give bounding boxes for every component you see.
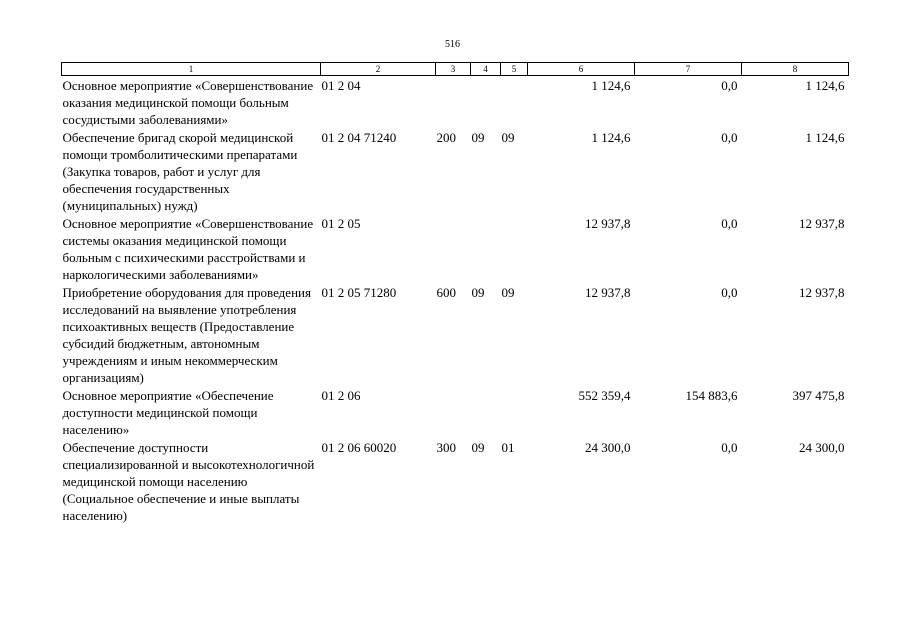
row-c8: 1 124,6 — [805, 130, 845, 145]
header-col-3: 3 — [436, 63, 471, 76]
row-c4 — [471, 214, 501, 283]
header-col-5: 5 — [501, 63, 528, 76]
row-c7: 0,0 — [721, 78, 738, 93]
row-c6: 552 359,4 — [578, 388, 631, 403]
row-c5 — [501, 386, 528, 438]
table-row — [62, 386, 849, 438]
row-c4 — [471, 76, 501, 129]
header-col-4: 4 — [471, 63, 501, 76]
table-row — [62, 128, 849, 214]
row-c7: 0,0 — [721, 216, 738, 231]
table-row — [62, 76, 849, 129]
row-c7: 0,0 — [721, 440, 738, 455]
row-name: Приобретение оборудования для проведения исследований на выявление употребления психоактивных веществ (Предоставление субсидий бюджетным, автономным учреждениям и иным некоммерческим организациям) — [62, 285, 311, 385]
row-c3: 300 — [436, 440, 456, 455]
header-col-7: 7 — [635, 63, 742, 76]
row-c6: 1 124,6 — [591, 78, 631, 93]
row-c8: 12 937,8 — [799, 216, 845, 231]
table-row — [62, 283, 849, 386]
header-col-6: 6 — [528, 63, 635, 76]
row-c4: 09 — [471, 440, 485, 455]
row-c7: 0,0 — [721, 130, 738, 145]
row-c6: 1 124,6 — [591, 130, 631, 145]
row-c7: 0,0 — [721, 285, 738, 300]
row-c5: 09 — [501, 130, 515, 145]
row-c3 — [436, 214, 471, 283]
row-c8: 397 475,8 — [792, 388, 845, 403]
row-c8: 1 124,6 — [805, 78, 845, 93]
row-c4 — [471, 386, 501, 438]
table-row — [62, 214, 849, 283]
row-c3 — [436, 386, 471, 438]
row-c5: 01 — [501, 440, 515, 455]
row-name: Обеспечение бригад скорой медицинской помощи тромболитическими препаратами (Закупка товаров, работ и услуг для обеспечения государственных (муниципальных) нужд) — [62, 130, 298, 213]
row-code: 01 2 05 71280 — [321, 285, 397, 300]
row-name: Основное мероприятие «Обеспечение доступности медицинской помощи населению» — [62, 388, 274, 437]
row-name: Основное мероприятие «Совершенствование оказания медицинской помощи больным сосудистыми заболеваниями» — [62, 78, 314, 127]
budget-table — [61, 62, 849, 524]
row-name: Обеспечение доступности специализированной и высокотехнологичной медицинской помощи населению (Социальное обеспечение и иные выплаты населению) — [62, 440, 315, 523]
row-c5: 09 — [501, 285, 515, 300]
row-name: Основное мероприятие «Совершенствование системы оказания медицинской помощи больным с психическими расстройствами и наркологическими заболеваниями» — [62, 216, 314, 282]
row-c7: 154 883,6 — [685, 388, 738, 403]
row-c5 — [501, 214, 528, 283]
row-code: 01 2 06 60020 — [321, 440, 397, 455]
header-col-1: 1 — [62, 63, 321, 76]
header-col-8: 8 — [742, 63, 849, 76]
row-c8: 12 937,8 — [799, 285, 845, 300]
row-c8: 24 300,0 — [799, 440, 845, 455]
page-number: 516 — [445, 39, 460, 50]
row-c5 — [501, 76, 528, 129]
row-c3 — [436, 76, 471, 129]
row-c6: 24 300,0 — [585, 440, 631, 455]
row-c4: 09 — [471, 285, 485, 300]
row-code: 01 2 06 — [321, 388, 361, 403]
row-c4: 09 — [471, 130, 485, 145]
row-code: 01 2 04 71240 — [321, 130, 397, 145]
row-c3: 600 — [436, 285, 456, 300]
table-header-row — [62, 63, 849, 76]
header-col-2: 2 — [321, 63, 436, 76]
row-c6: 12 937,8 — [585, 285, 631, 300]
row-c3: 200 — [436, 130, 456, 145]
table-row — [62, 438, 849, 524]
row-code: 01 2 05 — [321, 216, 361, 231]
row-code: 01 2 04 — [321, 78, 361, 93]
row-c6: 12 937,8 — [585, 216, 631, 231]
